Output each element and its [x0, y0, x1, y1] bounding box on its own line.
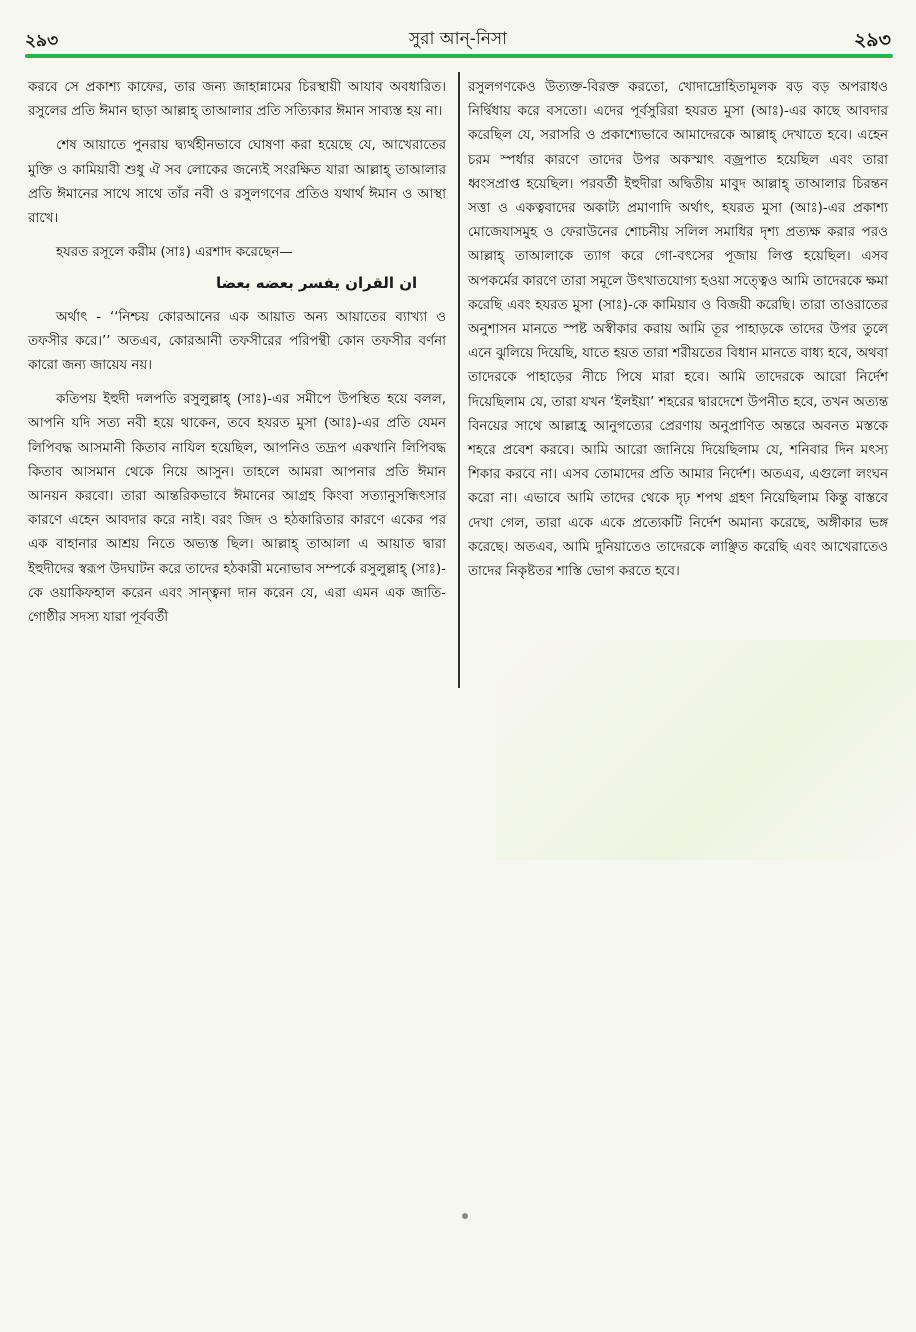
hadith-intro: হযরত রসূলে করীম (সাঃ) এরশাদ করেছেন—: [56, 245, 293, 261]
column-divider: [458, 72, 460, 688]
paragraph: রসুলগণকেও উত্যক্ত-বিরক্ত করতো, খোদাদ্রোহিতামূলক বড় বড় অপরাধও নির্দ্বিধায় করে বসতো। এদের পূর্বসুরিরা হযরত মুসা (আঃ)-এর কাছে আবদার করেছিল যে, সরাসরি ও প্রকাশ্যেভাবে আমাদেরকে আল্লাহ্ দেখাতে হবে। এহেন চরম স্পর্ধার কারণে তাদের উপর অকস্মাৎ বজ্রপাত হয়েছিল এবং তারা ধ্বংসপ্রাপ্ত হয়েছিল। পরবর্তী ইহুদীরা অদ্বিতীয় মাবুদ আল্লাহ্ তাআলার চিরন্তন সত্তা ও একত্ববাদের অকাট্য প্রমাণাদি অর্থাৎ, হযরত মুসা (আঃ)-এর প্রকাশ্য মোজেযাসমুহ ও ফেরাউনের শোচনীয় সলিল সমাধির দৃশ্য প্রত্যক্ষ করার পরও আল্লাহ্ তাআলাকে ত্যাগ করে গো-বৎসের পূজায় লিপ্ত হয়েছিল। এসব অপকর্মের কারণে তারা সমূলে উৎখাতযোগ্য হওয়া সত্ত্বেও আমি তাদেরকে ক্ষমা করেছি এবং হযরত মুসা (সাঃ)-কে কামিয়াব ও বিজয়ী করেছি। তারা তাওরাতের অনুশাসন মানতে স্পষ্ট অস্বীকার করায় আমি তূর পাহাড়কে তাদের উপর তুলে এনে ঝুলিয়ে দিয়েছি, যাতে হয়ত তারা শরীয়তের বিধান মানতে বাধ্য হবে, অথবা তাদেরকে পাহাড়ের নীচে পিষে মারা হবে। আমি তাদেরকে আরো নির্দেশ দিয়েছিলাম যে, তারা যখন ‘ইলইয়া’ শহরের দ্বারদেশে উপনীত হবে, তখন অত্যন্ত বিনয়ের সাথে আল্লাহ্র আনুগত্যের প্রেরণায় অনুপ্রাণিত অন্তরে অবনত মস্তকে শহরে প্রবেশ করবে। আমি আরো জানিয়ে দিয়েছিলাম যে, শনিবার দিন মৎস্য শিকার করবে না। এসব তোমাদের প্রতি আমার নির্দেশ। অতএব, এগুলো লংঘন করো না। এভাবে আমি তাদের থেকে দৃঢ় শপথ গ্রহণ নিয়েছিলাম কিন্তু বাস্তবে দেখা গেল, তারা একে একে প্রত্যেকটি নির্দেশ অমান্য করেছে, অঙ্গীকার ভঙ্গ করেছে। অতএব, আমি দুনিয়াতেও তাদেরকে লাঞ্ছিত করেছি এবং আখেরাতেও তাদের নিকৃষ্টতর শাস্তি ভোগ করতে হবে।: [468, 80, 888, 580]
footer-mark: [462, 1213, 468, 1219]
paragraph: করবে সে প্রকাশ্য কাফের, তার জন্য জাহান্নামের চিরস্থায়ী আযাব অবধারিত। রসুলের প্রতি ঈমান ছাড়া আল্লাহ্ তাআলার প্রতি সত্যিকার ঈমান সাব্যস্ত হয় না।: [28, 80, 446, 120]
header-rule: [25, 54, 893, 58]
left-column: [28, 76, 446, 630]
paragraph: শেষ আয়াতে পুনরায় দ্ব্যর্থহীনভাবে ঘোষণা করা হয়েছে যে, আখেরাতের মুক্তি ও কামিয়াবী শুধু ঐ সব লোকের জন্যেই সংরক্ষিত যারা আল্লাহ্ তাআলার প্রতি ঈমানের সাথে সাথে তাঁর নবী ও রসুলগণের প্রতিও যথার্থ ঈমান ও আস্থা রাখে।: [28, 138, 446, 227]
page-number-left: ২৯৩: [25, 31, 59, 51]
arabic-quote: ان القران يفسر بعضه بعضا: [216, 274, 418, 293]
right-column: [468, 76, 888, 584]
surah-title: সুরা আন্-নিসা: [408, 29, 508, 49]
paragraph: অর্থাৎ - ‘‘নিশ্চয় কোরআনের এক আয়াত অন্য আয়াতের ব্যাখ্যা ও তফসীর করে।’’ অতএব, কোরআনী তফসীরের পরিপন্থী কোন তফসীর বর্ণনা কারো জন্য জায়েয নয়।: [28, 309, 446, 374]
paragraph: কতিপয় ইহুদী দলপতি রসুলুল্লাহ্ (সাঃ)-এর সমীপে উপস্থিত হয়ে বলল, আপনি যদি সত্য নবী হয়ে থাকেন, তবে হযরত মুসা (আঃ)-এর প্রতি যেমন লিপিবদ্ধ আসমানী কিতাব নাযিল হয়েছিল, আপনিও তদ্রূপ একখানি লিপিবদ্ধ কিতাব আসমান থেকে নিয়ে আসুন। তাহলে আমরা আপনার প্রতি ঈমান আনয়ন করবো। তারা আন্তরিকভাবে ঈমানের আগ্রহ কিংবা সত্যানুসন্ধিৎসার কারণে এহেন আবদার করে নাই। বরং জিদ ও হঠকারিতার কারণে একের পর এক বাহানার আশ্রয় নিতে অভ্যস্ত ছিল। আল্লাহ্ তাআলা এ আয়াত দ্বারা ইহুদীদের স্বরূপ উদঘাটন করে তাদের হঠকারী মনোভাব সম্পর্কে রসুলুল্লাহ্ (সাঃ)-কে ওয়াকিফহাল করেন এবং সান্ত্বনা দান করেন যে, এরা এমন এক জাতি-গোষ্ঠীর সদস্য যারা পূর্ববর্তী: [28, 392, 446, 626]
page-number-right: ২৯৩: [853, 29, 891, 51]
page-header: [25, 22, 891, 52]
paper-tint: [496, 640, 916, 860]
